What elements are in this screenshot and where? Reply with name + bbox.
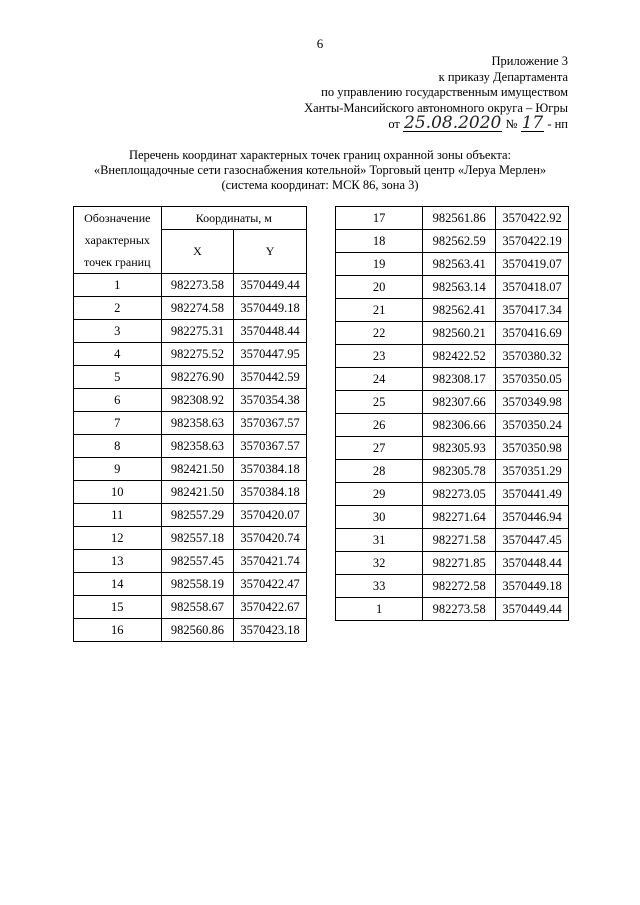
x-coordinate-cell: 982421.50 xyxy=(161,481,234,504)
appendix-region: Ханты-Мансийского автономного округа – Югры xyxy=(304,100,568,115)
x-coordinate-cell: 982562.59 xyxy=(423,230,496,253)
table-row xyxy=(336,483,569,506)
x-coordinate-cell: 982273.58 xyxy=(161,274,234,297)
table-row xyxy=(336,345,569,368)
table-header-row xyxy=(74,207,307,230)
point-number-cell: 18 xyxy=(336,230,423,253)
table-row xyxy=(336,322,569,345)
order-number-sign: № xyxy=(505,117,518,131)
table-row xyxy=(74,573,307,596)
point-number-cell: 1 xyxy=(74,274,162,297)
point-number-cell: 20 xyxy=(336,276,423,299)
x-coordinate-cell: 982558.19 xyxy=(161,573,234,596)
point-number-cell: 9 xyxy=(74,458,162,481)
y-coordinate-cell: 3570384.18 xyxy=(234,458,307,481)
y-coordinate-cell: 3570349.98 xyxy=(496,391,569,414)
table-row xyxy=(74,596,307,619)
x-coordinate-cell: 982271.64 xyxy=(423,506,496,529)
point-number-cell: 14 xyxy=(74,573,162,596)
table-row xyxy=(336,575,569,598)
table-row xyxy=(74,619,307,642)
point-header-line: характерных xyxy=(84,233,150,247)
coordinates-header: Координаты, м xyxy=(161,207,306,230)
point-number-cell: 8 xyxy=(74,435,162,458)
y-coordinate-cell: 3570417.34 xyxy=(496,299,569,322)
appendix-block xyxy=(188,54,568,133)
point-number-cell: 10 xyxy=(74,481,162,504)
x-coordinate-cell: 982271.85 xyxy=(423,552,496,575)
point-number-cell: 24 xyxy=(336,368,423,391)
x-coordinate-cell: 982560.21 xyxy=(423,322,496,345)
page-number: 6 xyxy=(316,36,324,51)
point-number-cell: 19 xyxy=(336,253,423,276)
y-coordinate-cell: 3570449.44 xyxy=(496,598,569,621)
x-coordinate-cell: 982557.18 xyxy=(161,527,234,550)
y-coordinate-cell: 3570422.19 xyxy=(496,230,569,253)
coordinates-table-left xyxy=(73,206,307,642)
table-row xyxy=(336,414,569,437)
point-number-cell: 21 xyxy=(336,299,423,322)
coordinates-table-right xyxy=(335,206,569,621)
table-row xyxy=(336,391,569,414)
y-coordinate-cell: 3570350.98 xyxy=(496,437,569,460)
point-number-cell: 4 xyxy=(74,343,162,366)
table-row xyxy=(336,437,569,460)
y-coordinate-cell: 3570367.57 xyxy=(234,435,307,458)
title-line-3: (система координат: МСК 86, зона 3) xyxy=(221,178,419,192)
x-header: X xyxy=(161,230,234,274)
point-number-cell: 32 xyxy=(336,552,423,575)
table-row xyxy=(336,276,569,299)
point-number-cell: 2 xyxy=(74,297,162,320)
order-prefix: от xyxy=(388,117,400,131)
y-coordinate-cell: 3570367.57 xyxy=(234,412,307,435)
point-number-cell: 12 xyxy=(74,527,162,550)
y-header: Y xyxy=(234,230,307,274)
x-coordinate-cell: 982305.78 xyxy=(423,460,496,483)
x-coordinate-cell: 982272.58 xyxy=(423,575,496,598)
y-coordinate-cell: 3570350.05 xyxy=(496,368,569,391)
y-coordinate-cell: 3570442.59 xyxy=(234,366,307,389)
y-coordinate-cell: 3570422.47 xyxy=(234,573,307,596)
point-number-cell: 26 xyxy=(336,414,423,437)
y-coordinate-cell: 3570447.45 xyxy=(496,529,569,552)
table-row xyxy=(336,506,569,529)
point-number-cell: 11 xyxy=(74,504,162,527)
table-row xyxy=(74,527,307,550)
x-coordinate-cell: 982560.86 xyxy=(161,619,234,642)
y-coordinate-cell: 3570351.29 xyxy=(496,460,569,483)
y-coordinate-cell: 3570448.44 xyxy=(234,320,307,343)
x-coordinate-cell: 982558.67 xyxy=(161,596,234,619)
y-coordinate-cell: 3570416.69 xyxy=(496,322,569,345)
table-row xyxy=(74,550,307,573)
title-line-1: Перечень координат характерных точек границ охранной зоны объекта: xyxy=(128,148,512,162)
order-suffix: - нп xyxy=(547,117,568,131)
point-number-cell: 28 xyxy=(336,460,423,483)
point-number-cell: 25 xyxy=(336,391,423,414)
x-coordinate-cell: 982421.50 xyxy=(161,458,234,481)
point-number-cell: 23 xyxy=(336,345,423,368)
point-header-cell xyxy=(74,207,162,274)
y-coordinate-cell: 3570449.18 xyxy=(496,575,569,598)
point-number-cell: 3 xyxy=(74,320,162,343)
y-coordinate-cell: 3570380.32 xyxy=(496,345,569,368)
table-row xyxy=(336,552,569,575)
document-title xyxy=(60,148,580,193)
order-number: 17 xyxy=(521,113,544,133)
y-coordinate-cell: 3570449.18 xyxy=(234,297,307,320)
x-coordinate-cell: 982271.58 xyxy=(423,529,496,552)
x-coordinate-cell: 982306.66 xyxy=(423,414,496,437)
table-row xyxy=(74,504,307,527)
point-number-cell: 33 xyxy=(336,575,423,598)
table-row xyxy=(336,299,569,322)
y-coordinate-cell: 3570447.95 xyxy=(234,343,307,366)
y-coordinate-cell: 3570354.38 xyxy=(234,389,307,412)
appendix-order-ref: к приказу Департамента xyxy=(438,69,568,84)
order-date: 25.08.2020 xyxy=(404,113,502,133)
table-row xyxy=(74,366,307,389)
x-coordinate-cell: 982305.93 xyxy=(423,437,496,460)
y-coordinate-cell: 3570418.07 xyxy=(496,276,569,299)
y-coordinate-cell: 3570350.24 xyxy=(496,414,569,437)
title-line-2: «Внеплощадочные сети газоснабжения котельной» Торговый центр «Леруа Мерлен» xyxy=(93,163,547,177)
appendix-department: по управлению государственным имуществом xyxy=(321,85,568,99)
point-number-cell: 31 xyxy=(336,529,423,552)
table-row xyxy=(336,460,569,483)
point-header-line: Обозначение xyxy=(84,211,151,225)
point-header-line: точек границ xyxy=(84,255,151,269)
table-row xyxy=(74,458,307,481)
table-row xyxy=(336,529,569,552)
x-coordinate-cell: 982557.45 xyxy=(161,550,234,573)
order-date-number xyxy=(188,113,568,133)
x-coordinate-cell: 982557.29 xyxy=(161,504,234,527)
table-row xyxy=(74,343,307,366)
x-coordinate-cell: 982307.66 xyxy=(423,391,496,414)
x-coordinate-cell: 982562.41 xyxy=(423,299,496,322)
appendix-title: Приложение 3 xyxy=(491,54,568,68)
point-number-cell: 7 xyxy=(74,412,162,435)
y-coordinate-cell: 3570448.44 xyxy=(496,552,569,575)
x-coordinate-cell: 982275.31 xyxy=(161,320,234,343)
y-coordinate-cell: 3570423.18 xyxy=(234,619,307,642)
x-coordinate-cell: 982561.86 xyxy=(423,207,496,230)
point-number-cell: 15 xyxy=(74,596,162,619)
point-number-cell: 6 xyxy=(74,389,162,412)
x-coordinate-cell: 982273.05 xyxy=(423,483,496,506)
x-coordinate-cell: 982308.92 xyxy=(161,389,234,412)
y-coordinate-cell: 3570441.49 xyxy=(496,483,569,506)
table-row xyxy=(74,320,307,343)
y-coordinate-cell: 3570420.74 xyxy=(234,527,307,550)
x-coordinate-cell: 982563.41 xyxy=(423,253,496,276)
table-row xyxy=(74,412,307,435)
table-row xyxy=(336,230,569,253)
point-number-cell: 5 xyxy=(74,366,162,389)
y-coordinate-cell: 3570384.18 xyxy=(234,481,307,504)
point-number-cell: 1 xyxy=(336,598,423,621)
point-number-cell: 29 xyxy=(336,483,423,506)
table-row xyxy=(336,368,569,391)
point-number-cell: 27 xyxy=(336,437,423,460)
x-coordinate-cell: 982308.17 xyxy=(423,368,496,391)
table-row xyxy=(74,481,307,504)
point-number-cell: 17 xyxy=(336,207,423,230)
y-coordinate-cell: 3570419.07 xyxy=(496,253,569,276)
y-coordinate-cell: 3570420.07 xyxy=(234,504,307,527)
table-row xyxy=(74,435,307,458)
point-number-cell: 16 xyxy=(74,619,162,642)
x-coordinate-cell: 982422.52 xyxy=(423,345,496,368)
x-coordinate-cell: 982273.58 xyxy=(423,598,496,621)
point-number-cell: 13 xyxy=(74,550,162,573)
y-coordinate-cell: 3570449.44 xyxy=(234,274,307,297)
table-row xyxy=(336,253,569,276)
y-coordinate-cell: 3570446.94 xyxy=(496,506,569,529)
table-row xyxy=(74,274,307,297)
point-number-cell: 30 xyxy=(336,506,423,529)
x-coordinate-cell: 982274.58 xyxy=(161,297,234,320)
point-number-cell: 22 xyxy=(336,322,423,345)
y-coordinate-cell: 3570422.67 xyxy=(234,596,307,619)
table-row xyxy=(336,207,569,230)
table-row xyxy=(336,598,569,621)
x-coordinate-cell: 982358.63 xyxy=(161,412,234,435)
table-row xyxy=(74,297,307,320)
y-coordinate-cell: 3570421.74 xyxy=(234,550,307,573)
x-coordinate-cell: 982358.63 xyxy=(161,435,234,458)
table-row xyxy=(74,389,307,412)
y-coordinate-cell: 3570422.92 xyxy=(496,207,569,230)
x-coordinate-cell: 982276.90 xyxy=(161,366,234,389)
x-coordinate-cell: 982275.52 xyxy=(161,343,234,366)
x-coordinate-cell: 982563.14 xyxy=(423,276,496,299)
